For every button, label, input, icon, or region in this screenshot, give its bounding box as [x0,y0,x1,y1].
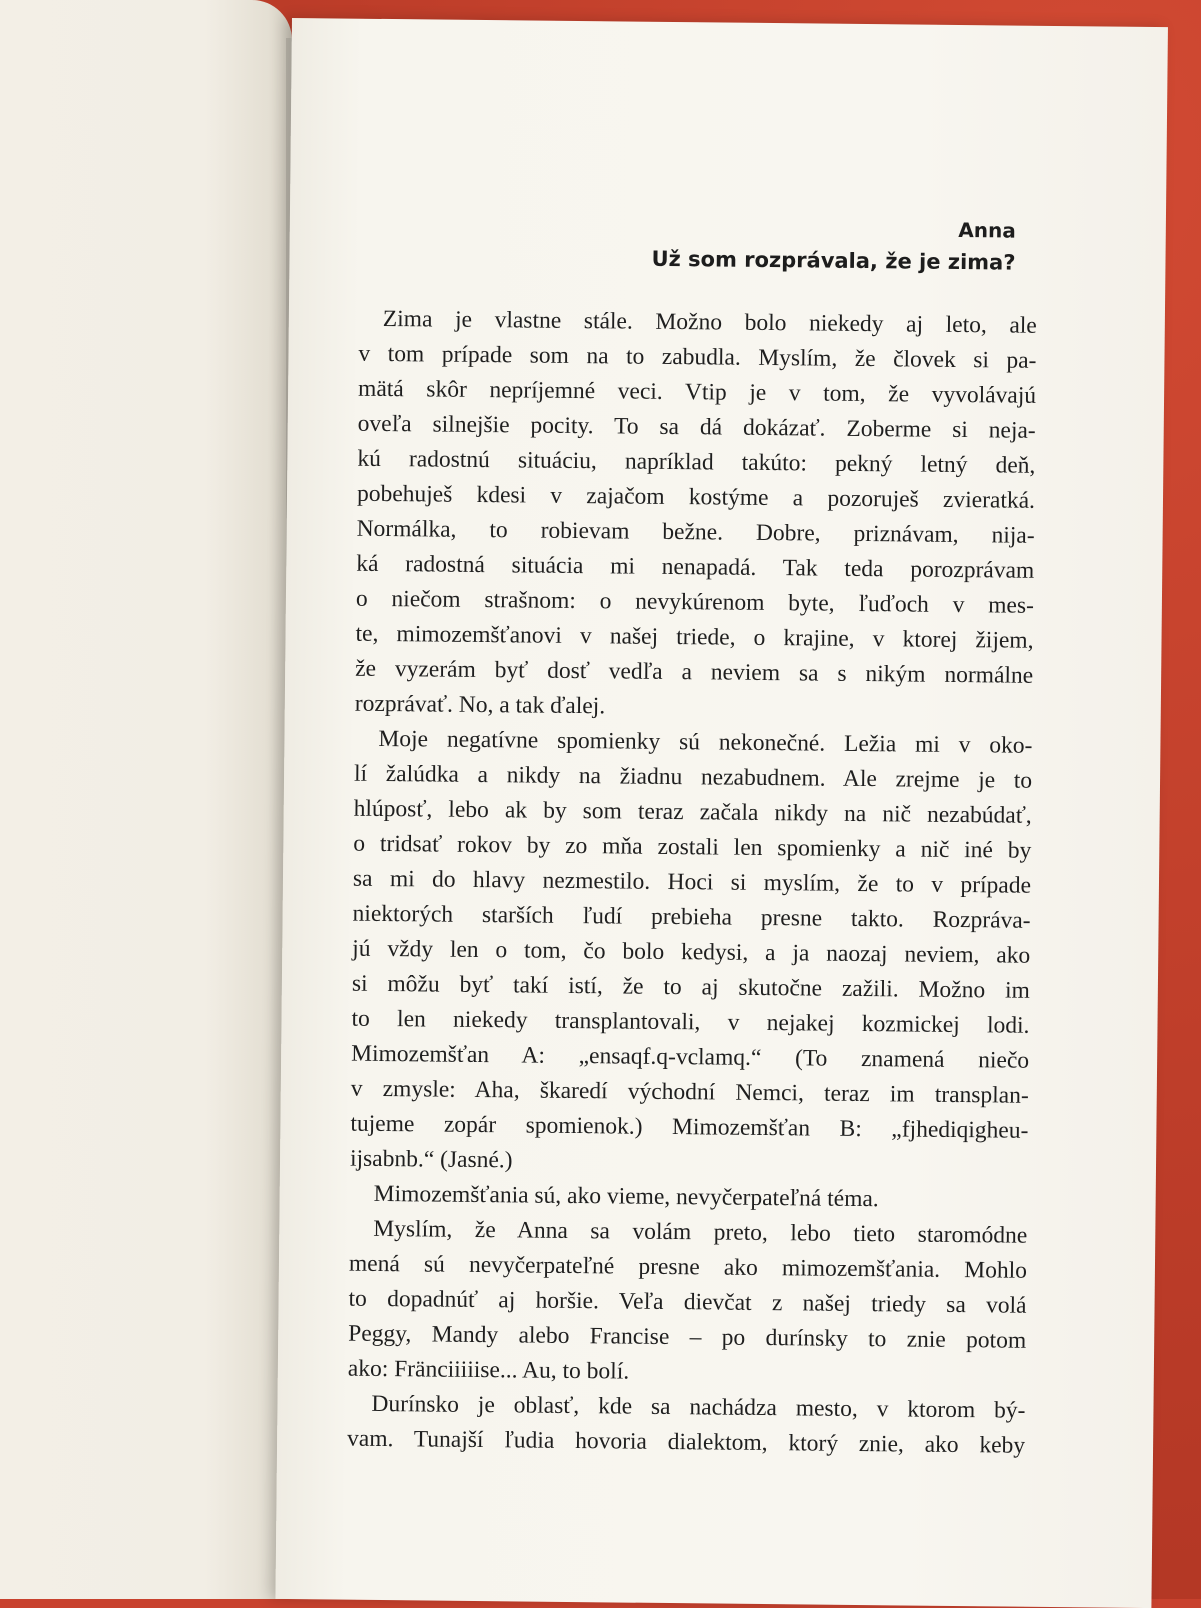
body-text [347,302,1037,1464]
paragraph [347,1387,1026,1464]
text-line: Normálka, to robievam bežne. Dobre, priznávam, nija- [356,515,1035,549]
text-line: Peggy, Mandy alebo Francise – po durínsky to znie potom [348,1320,1027,1354]
text-line: niektorých starších ľudí prebieha presne takto. Rozpráva- [352,900,1031,934]
text-line: hlúposť, lebo ak by som teraz začala nikdy na nič nezabúdať, [353,795,1032,829]
text-line: ká radostná situácia mi nenapadá. Tak teda porozprávam [356,550,1035,584]
text-line: te, mimozemšťanovi v našej triede, o krajine, v ktorej žijem, [355,620,1034,654]
text-line: rozprávať. No, a tak ďalej. [354,690,606,720]
paragraph [355,302,1037,729]
left-page [0,0,292,1599]
text-line: Zima je vlastne stále. Možno bolo niekedy aj leto, ale [382,305,1037,339]
text-line: Myslím, že Anna sa volám preto, lebo tieto staromódne [373,1215,1028,1249]
text-line: to dopadnúť aj horšie. Veľa dievčat z našej triedy sa volá [348,1285,1027,1319]
chapter-author: Anna [958,217,1016,243]
text-line: pobehuješ kdesi v zajačom kostýme a pozoruješ zvieratká. [356,480,1036,514]
text-line: ako: Fränciiiiise... Au, to bolí. [347,1355,630,1385]
text-line: ijsabnb.“ (Jasné.) [349,1145,513,1174]
text-line: o niečom strašnom: o nevykúrenom byte, ľuďoch v mes- [355,585,1035,619]
text-line: mená sú nevyčerpateľné presne ako mimozemšťania. Mohlo [348,1250,1028,1284]
text-line: že vyzerám byť dosť vedľa a neviem sa s nikým normálne [355,655,1034,689]
text-line: jú vždy len o tom, čo bolo kedysi, a ja naozaj neviem, ako [352,935,1031,969]
text-line: v zmysle: Aha, škaredí východní Nemci, teraz im transplan- [350,1075,1029,1109]
chapter-heading [651,212,1016,280]
text-line: lí žalúdka a nikdy na žiadnu nezabudnem. Ale zrejme je to [353,760,1033,794]
text-line: tujeme zopár spomienok.) Mimozemšťan B: „fjhediqigheu- [350,1110,1029,1144]
text-line: to len niekedy transplantovali, v nejakej kozmickej lodi. [351,1005,1030,1039]
right-page [275,18,1168,1608]
text-line: Mimozemšťania sú, ako vieme, nevyčerpateľná téma. [373,1180,879,1213]
text-line: sa mi do hlavy nezmestilo. Hoci si myslím, že to v prípade [352,865,1032,899]
text-line: mätá skôr nepríjemné veci. Vtip je v tom, že vyvolávajú [357,375,1037,409]
text-line: o tridsať rokov by zo mňa zostali len spomienky a nič iné by [353,830,1032,864]
text-line: v tom prípade som na to zabudla. Myslím, že človek si pa- [358,340,1037,374]
paragraph [348,1212,1028,1394]
text-line: si môžu byť takí istí, že to aj skutočne zažili. Možno im [351,970,1030,1004]
paragraph [350,722,1033,1184]
text-line: Durínsko je oblasť, kde sa nachádza mesto, v ktorom bý- [371,1390,1026,1424]
text-line: vam. Tunajší ľudia hovoria dialektom, ktorý znie, ako keby [346,1425,1026,1459]
text-line: Mimozemšťan A: „ensaqf.q-vclamq.“ (To znamená niečo [351,1040,1030,1074]
text-line: Moje negatívne spomienky sú nekonečné. Ležia mi v oko- [378,725,1033,759]
text-line: oveľa silnejšie pocity. To sa dá dokázať. Zoberme si neja- [357,410,1036,444]
text-line: kú radostnú situáciu, napríklad takúto: pekný letný deň, [357,445,1036,479]
chapter-title: Už som rozprávala, že je zima? [651,246,1016,275]
